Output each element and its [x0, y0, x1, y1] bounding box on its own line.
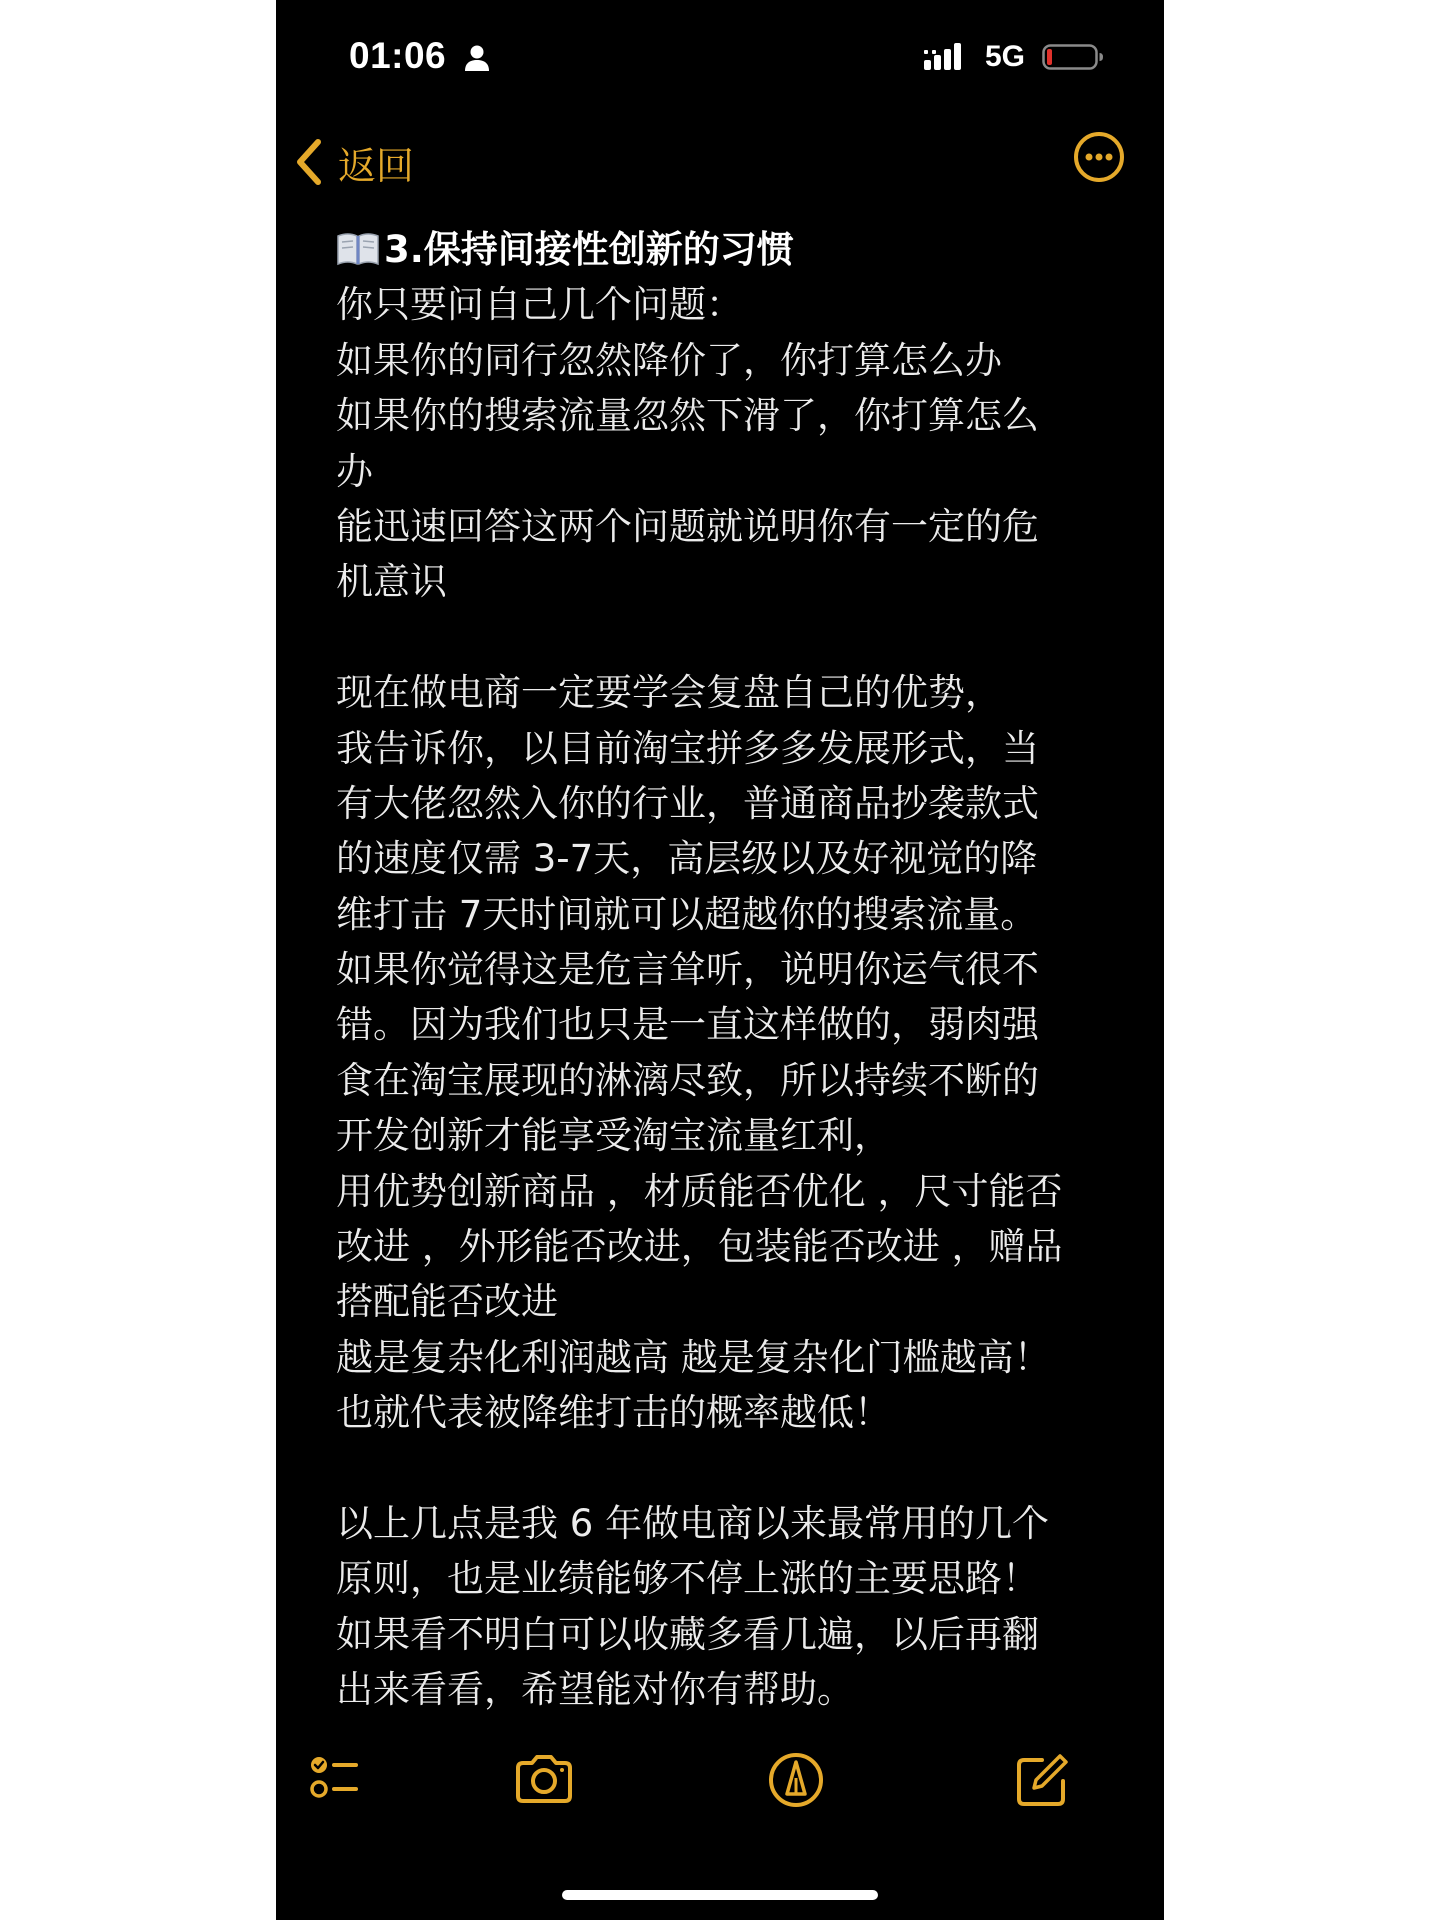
person-icon	[464, 44, 490, 72]
bottom-toolbar	[276, 1748, 1164, 1848]
note-line: 越是复杂化利润越高 越是复杂化门槛越高！	[336, 1335, 1051, 1379]
home-indicator[interactable]	[562, 1890, 878, 1900]
note-line: 现在做电商一定要学会复盘自己的优势，	[336, 671, 1002, 715]
note-line: 如果你的同行忽然降价了，你打算怎么办	[336, 338, 1002, 382]
compose-icon[interactable]	[1010, 1748, 1074, 1812]
note-text	[336, 277, 1136, 1717]
note-line: 办	[336, 449, 373, 493]
note-line: 你只要问自己几个问题：	[336, 283, 743, 327]
note-line: 有大佬忽然入你的行业，普通商品抄袭款式	[336, 781, 1039, 825]
note-line: 开发创新才能享受淘宝流量红利，	[336, 1114, 891, 1158]
note-line: 也就代表被降维打击的概率越低！	[336, 1391, 891, 1435]
note-title-line	[336, 222, 1136, 277]
note-line: 能迅速回答这两个问题就说明你有一定的危	[336, 504, 1039, 548]
note-line: 的速度仅需 3-7天，高层级以及好视觉的降	[336, 837, 1038, 881]
note-title: 3.保持间接性创新的习惯	[384, 228, 794, 271]
camera-icon[interactable]	[512, 1748, 576, 1812]
note-line: 如果看不明白可以收藏多看几遍，以后再翻	[336, 1612, 1039, 1656]
note-line: 如果你觉得这是危言耸听，说明你运气很不	[336, 948, 1039, 992]
note-line: 搭配能否改进	[336, 1280, 558, 1324]
battery-low-icon	[1042, 42, 1104, 72]
note-line: 维打击 7天时间就可以超越你的搜索流量。	[336, 892, 1038, 936]
chevron-left-icon	[294, 138, 324, 186]
nav-bar	[276, 110, 1164, 210]
paragraph-gap	[336, 1441, 1136, 1496]
note-line: 如果你的搜索流量忽然下滑了，你打算怎么	[336, 394, 1039, 438]
signal-bars-icon	[924, 42, 970, 72]
back-button[interactable]	[294, 132, 414, 192]
checklist-icon[interactable]	[306, 1748, 370, 1812]
back-label: 返回	[338, 143, 415, 188]
note-line: 出来看看，希望能对你有帮助。	[336, 1668, 854, 1712]
open-book-icon	[336, 230, 380, 266]
note-line: 错。因为我们也只是一直这样做的，弱肉强	[336, 1003, 1039, 1047]
status-bar	[276, 0, 1164, 110]
paragraph-gap	[336, 610, 1136, 665]
notes-screen	[276, 0, 1164, 1920]
note-line: 机意识	[336, 560, 447, 604]
note-line: 原则，也是业绩能够不停上涨的主要思路！	[336, 1557, 1039, 1601]
note-line: 以上几点是我 6 年做电商以来最常用的几个	[336, 1501, 1050, 1545]
network-type: 5G	[985, 40, 1026, 73]
markup-pen-icon[interactable]	[764, 1748, 828, 1812]
note-line: 我告诉你，以目前淘宝拼多多发展形式，当	[336, 726, 1039, 770]
note-body[interactable]	[336, 222, 1136, 1718]
note-line: 用优势创新商品 ，材质能否优化 ，尺寸能否	[336, 1169, 1063, 1213]
status-time: 01:06	[349, 35, 447, 76]
note-line: 改进 ，外形能否改进，包装能否改进 ，赠品	[336, 1225, 1063, 1269]
ellipsis-circle-icon[interactable]	[1072, 130, 1126, 184]
note-line: 食在淘宝展现的淋漓尽致，所以持续不断的	[336, 1058, 1039, 1102]
